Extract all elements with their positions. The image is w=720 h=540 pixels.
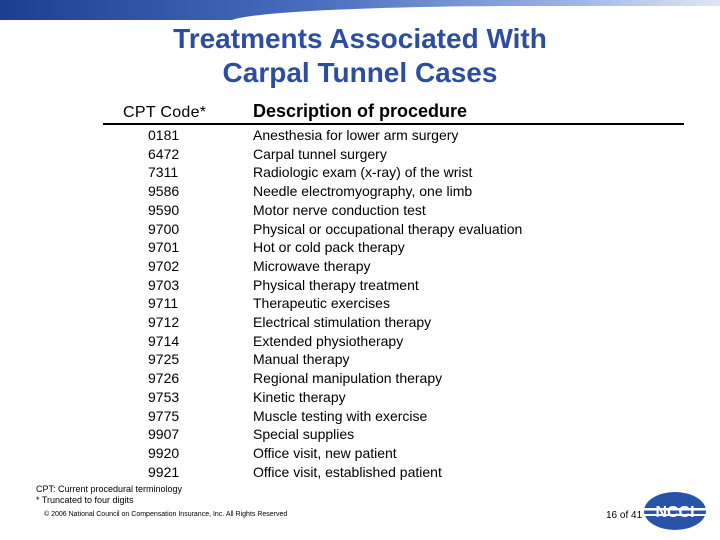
cpt-code: 9920 — [148, 444, 180, 461]
cpt-code: 9725 — [148, 351, 180, 368]
footnote-cpt: CPT: Current procedural terminology — [36, 484, 183, 494]
table-row — [0, 313, 720, 332]
table-row — [0, 369, 720, 388]
cpt-code: 9711 — [148, 295, 179, 312]
cpt-code: 9714 — [148, 332, 180, 349]
slide-title-line-1: Treatments Associated With — [173, 23, 547, 54]
procedure-description: Manual therapy — [253, 351, 350, 368]
cpt-code: 9702 — [148, 257, 180, 274]
procedure-description: Hot or cold pack therapy — [253, 239, 405, 256]
table-row — [0, 182, 720, 201]
table-row — [0, 463, 720, 482]
ncci-logo-icon — [643, 491, 707, 531]
logo-text: NCCI — [655, 504, 695, 521]
procedure-description: Anesthesia for lower arm surgery — [253, 127, 459, 143]
table-row — [0, 145, 720, 164]
procedure-description: Electrical stimulation therapy — [253, 314, 432, 330]
table-row — [0, 294, 720, 313]
procedure-description: Extended physiotherapy — [253, 332, 404, 349]
procedure-description: Physical or occupational therapy evaluation — [253, 220, 523, 237]
table-row — [0, 444, 720, 463]
table-row — [0, 332, 720, 351]
cpt-code: 9753 — [148, 388, 180, 405]
procedure-description: Office visit, new patient — [253, 444, 397, 461]
cpt-code: 9907 — [148, 426, 180, 443]
table-row — [0, 126, 720, 145]
copyright-notice: © 2006 National Council on Compensation Insurance, Inc. All Rights Reserved — [44, 511, 288, 518]
table-row — [0, 257, 720, 276]
cpt-code: 9586 — [148, 183, 180, 200]
cpt-code: 9701 — [148, 239, 180, 256]
procedure-description: Radiologic exam (x-ray) of the wrist — [253, 164, 473, 181]
table-row — [0, 350, 720, 369]
table-row — [0, 163, 720, 182]
procedure-description: Needle electromyography, one limb — [253, 183, 473, 200]
table-row — [0, 425, 720, 444]
cpt-code: 9700 — [148, 220, 180, 237]
table-row — [0, 201, 720, 220]
procedure-description: Carpal tunnel surgery — [253, 145, 387, 162]
cpt-code: 9775 — [148, 407, 180, 424]
cpt-code: 9921 — [148, 463, 180, 480]
cpt-code: 7311 — [148, 164, 179, 181]
procedure-description: Physical therapy treatment — [253, 276, 419, 293]
cpt-code: 9590 — [148, 201, 180, 218]
header-divider — [103, 123, 684, 125]
top-decorative-band — [0, 0, 720, 20]
slide-title-line-2: Carpal Tunnel Cases — [222, 57, 498, 88]
slide-title — [0, 22, 720, 90]
page-number: 16 of 41 — [606, 510, 643, 521]
procedure-description: Motor nerve conduction test — [253, 201, 426, 218]
procedure-description: Office visit, established patient — [253, 463, 442, 480]
table-row — [0, 407, 720, 426]
procedure-description: Regional manipulation therapy — [253, 370, 443, 387]
table-row — [0, 220, 720, 239]
table-row — [0, 238, 720, 257]
procedure-description: Special supplies — [253, 426, 355, 443]
cpt-code: 0181 — [148, 127, 180, 143]
column-header-code: CPT Code* — [123, 104, 207, 121]
cpt-code: 9703 — [148, 276, 180, 293]
table-row — [0, 276, 720, 295]
column-header-description: Description of procedure — [253, 101, 468, 121]
cpt-code: 6472 — [148, 145, 180, 162]
procedure-description: Muscle testing with exercise — [253, 407, 428, 424]
procedure-description: Kinetic therapy — [253, 388, 346, 405]
cpt-code: 9726 — [148, 370, 180, 387]
procedure-description: Therapeutic exercises — [253, 295, 390, 312]
procedure-description: Microwave therapy — [253, 257, 371, 274]
table-row — [0, 388, 720, 407]
cpt-code: 9712 — [148, 314, 180, 330]
footnote-truncated: * Truncated to four digits — [36, 495, 134, 505]
